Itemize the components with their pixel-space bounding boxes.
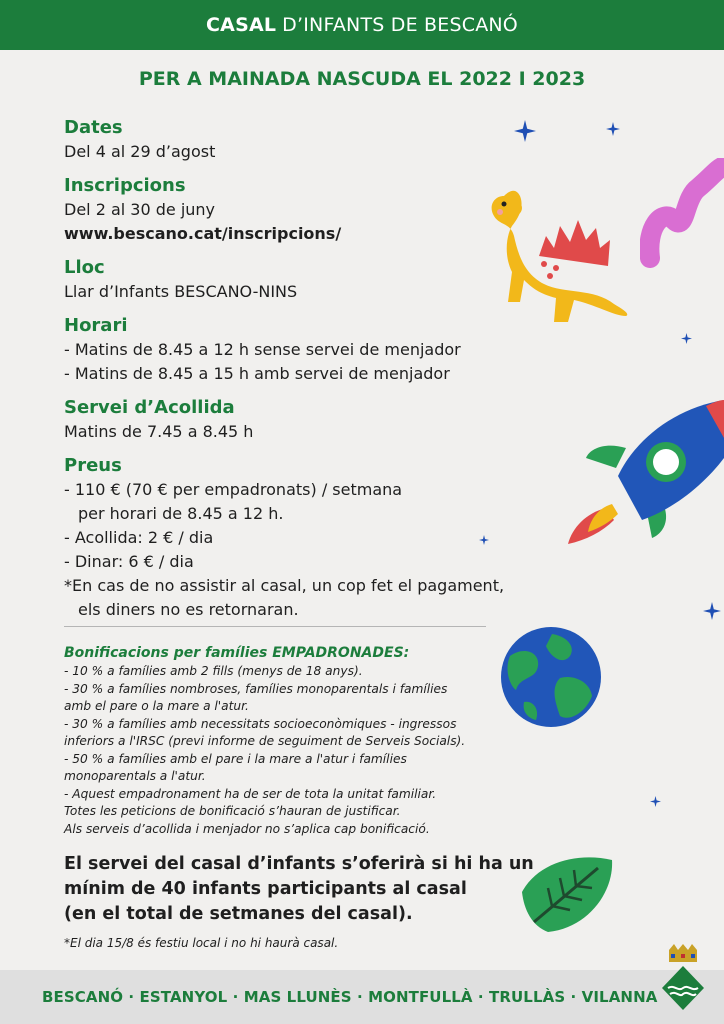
horari-line: - Matins de 8.45 a 15 h amb servei de menjador: [64, 364, 450, 383]
page-subtitle: PER A MAINADA NASCUDA EL 2022 I 2023: [138, 68, 586, 90]
star-icon: [514, 120, 536, 142]
star-icon: [703, 602, 721, 620]
preus-line: - 110 € (70 € per empadronats) / setmana: [64, 480, 403, 499]
header-brand: CASAL: [206, 14, 277, 36]
star-icon: [479, 535, 489, 545]
section-divider: [64, 626, 486, 627]
lloc-title: Lloc: [64, 257, 105, 278]
preus-line: per horari de 8.45 a 12 h.: [78, 504, 284, 523]
bonificacions-line: - 10 % a famílies amb 2 fills (menys de 18 anys).: [64, 664, 363, 678]
horari-title: Horari: [64, 315, 128, 336]
preus-line: - Acollida: 2 € / dia: [64, 528, 214, 547]
holiday-note: *El dia 15/8 és festiu local i no hi haurà casal.: [64, 936, 339, 950]
inscripcions-text: Del 2 al 30 de juny: [64, 200, 216, 219]
bonificacions-line: inferiors a l'IRSC (previ informe de seguiment de Serveis Socials).: [64, 734, 466, 748]
preus-line: els diners no es retornaran.: [78, 600, 299, 619]
dinosaur-illustration: [484, 176, 634, 326]
squiggle-illustration: [640, 158, 724, 276]
dates-text: Del 4 al 29 d’agost: [64, 142, 216, 161]
bonificacions-line: - 30 % a famílies nombroses, famílies monoparentals i famílies: [64, 681, 448, 696]
notice-line: mínim de 40 infants participants al casal: [64, 879, 467, 899]
header-title: D’INFANTS DE BESCANÓ: [282, 14, 518, 36]
bonificacions-line: Als serveis d’acollida i menjador no s’aplica cap bonificació.: [64, 821, 430, 836]
municipal-coat-of-arms: [660, 944, 706, 1014]
bonificacions-title: Bonificacions per famílies EMPADRONADES:: [64, 645, 410, 661]
bonificacions-section: [64, 643, 524, 838]
header-bar: [0, 0, 724, 50]
horari-line: - Matins de 8.45 a 12 h sense servei de menjador: [64, 340, 461, 359]
bonificacions-line: - Aquest empadronament ha de ser de tota la unitat familiar.: [64, 786, 437, 801]
notice-line: (en el total de setmanes del casal).: [64, 904, 413, 924]
leaf-illustration: [518, 852, 616, 934]
dates-title: Dates: [64, 117, 123, 138]
bonificacions-line: - 30 % a famílies amb necessitats socioeconòmiques - ingressos: [64, 716, 457, 731]
lloc-text: Llar d’Infants BESCANO-NINS: [64, 282, 298, 301]
preus-line: *En cas de no assistir al casal, un cop fet el pagament,: [64, 576, 505, 595]
bonificacions-line: Totes les peticions de bonificació s’hauran de justificar.: [64, 804, 401, 818]
rocket-illustration: [566, 398, 724, 548]
inscripcions-url[interactable]: www.bescano.cat/inscripcions/: [64, 224, 342, 243]
footer-towns: BESCANÓ · ESTANYOL · MAS LLUNÈS · MONTFULLÀ · TRULLÀS · VILANNA: [42, 988, 658, 1006]
minimum-notice: [64, 852, 534, 927]
acollida-title: Servei d’Acollida: [64, 397, 235, 418]
star-icon: [650, 796, 661, 807]
bonificacions-line: monoparentals a l'atur.: [64, 769, 206, 783]
preus-line: - Dinar: 6 € / dia: [64, 552, 194, 571]
bonificacions-line: amb el pare o la mare a l'atur.: [64, 699, 249, 713]
notice-line: El servei del casal d’infants s’oferirà si hi ha un: [64, 854, 534, 874]
acollida-text: Matins de 7.45 a 8.45 h: [64, 422, 254, 441]
star-icon: [606, 122, 620, 136]
star-icon: [681, 333, 692, 344]
inscripcions-title: Inscripcions: [64, 175, 186, 196]
earth-illustration: [500, 626, 602, 728]
preus-title: Preus: [64, 455, 122, 476]
bonificacions-line: - 50 % a famílies amb el pare i la mare a l'atur i famílies: [64, 751, 407, 766]
